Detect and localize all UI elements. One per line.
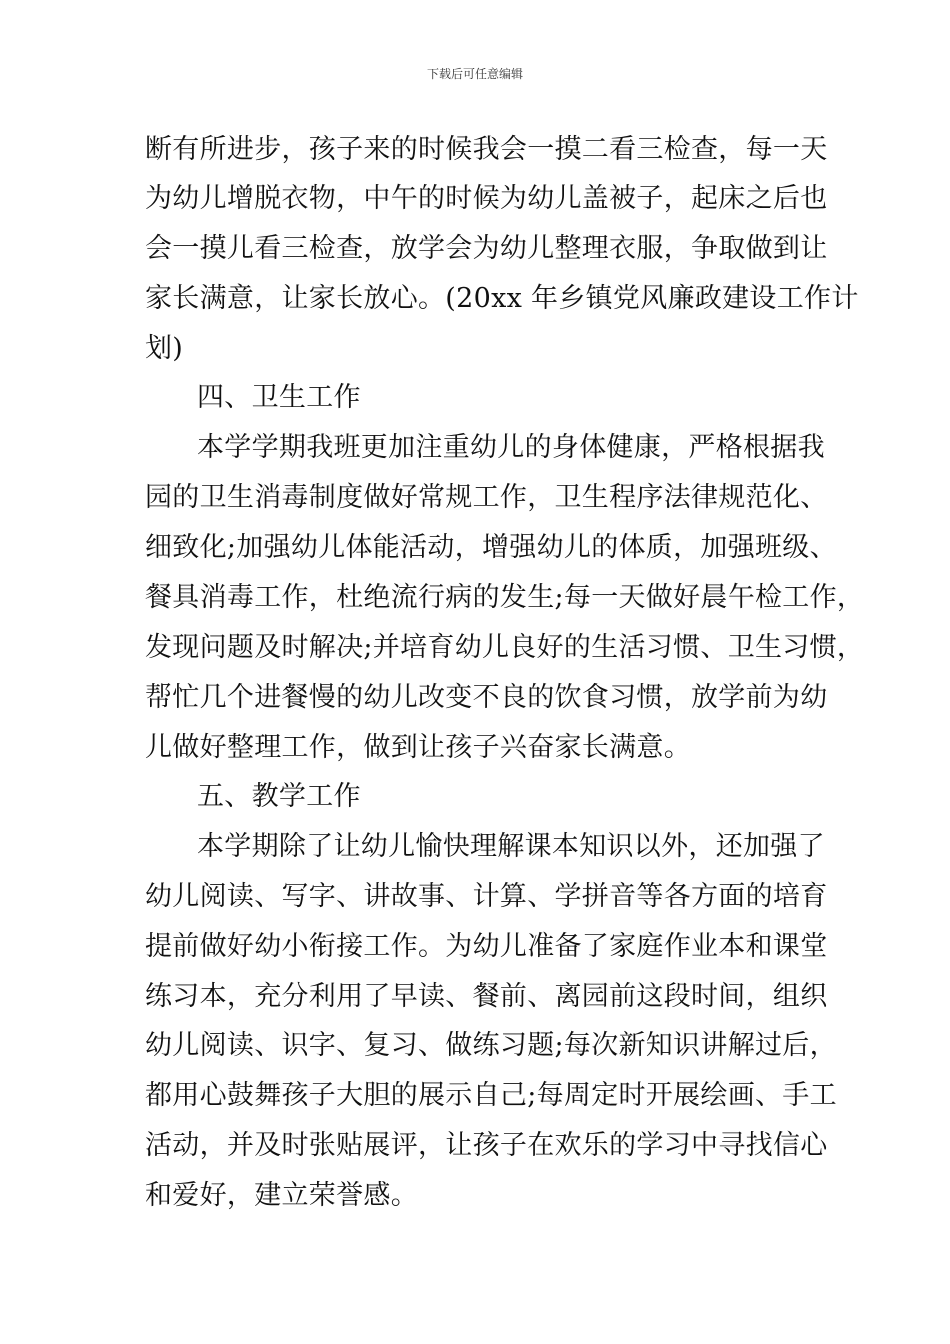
download-editable-note: 下载后可任意编辑 [426, 67, 523, 81]
text-line: 家长满意，让家长放心。(20xx 年乡镇党风廉政建设工作计 [145, 283, 859, 314]
text-line: 幼儿阅读、识字、复习、做练习题;每次新知识讲解过后， [145, 1030, 837, 1061]
text-line: 儿做好整理工作，做到让孩子兴奋家长满意。 [145, 732, 691, 763]
text-line: 帮忙几个进餐慢的幼儿改变不良的饮食习惯，放学前为幼 [145, 682, 828, 713]
text-line: 细致化;加强幼儿体能活动，增强幼儿的体质，加强班级、 [145, 532, 837, 563]
text-line: 餐具消毒工作，杜绝流行病的发生;每一天做好晨午检工作， [145, 582, 865, 613]
text-line: 断有所进步，孩子来的时候我会一摸二看三检查，每一天 [145, 134, 828, 165]
text-line: 活动，并及时张贴展评，让孩子在欢乐的学习中寻找信心 [145, 1130, 828, 1161]
section-heading-teaching: 五、教学工作 [197, 781, 361, 812]
text-line: 都用心鼓舞孩子大胆的展示自己;每周定时开展绘画、手工 [145, 1080, 837, 1111]
text-line: 和爱好，建立荣誉感。 [145, 1180, 418, 1211]
text-line: 为幼儿增脱衣物，中午的时候为幼儿盖被子，起床之后也 [145, 183, 828, 214]
paragraph-first-line: 本学学期我班更加注重幼儿的身体健康，严格根据我 [197, 432, 825, 463]
text-line: 发现问题及时解决;并培育幼儿良好的生活习惯、卫生习惯， [145, 632, 865, 663]
text-line: 练习本，充分利用了早读、餐前、离园前这段时间，组织 [145, 981, 828, 1012]
text-line: 划) [145, 333, 184, 364]
text-line: 提前做好幼小衔接工作。为幼儿准备了家庭作业本和课堂 [145, 931, 828, 962]
section-heading-hygiene: 四、卫生工作 [197, 382, 361, 413]
paragraph-first-line: 本学期除了让幼儿愉快理解课本知识以外，还加强了 [197, 831, 825, 862]
text-line: 园的卫生消毒制度做好常规工作，卫生程序法律规范化、 [145, 482, 828, 513]
text-line: 幼儿阅读、写字、讲故事、计算、学拼音等各方面的培育 [145, 881, 828, 912]
text-line: 会一摸儿看三检查，放学会为幼儿整理衣服，争取做到让 [145, 233, 828, 264]
